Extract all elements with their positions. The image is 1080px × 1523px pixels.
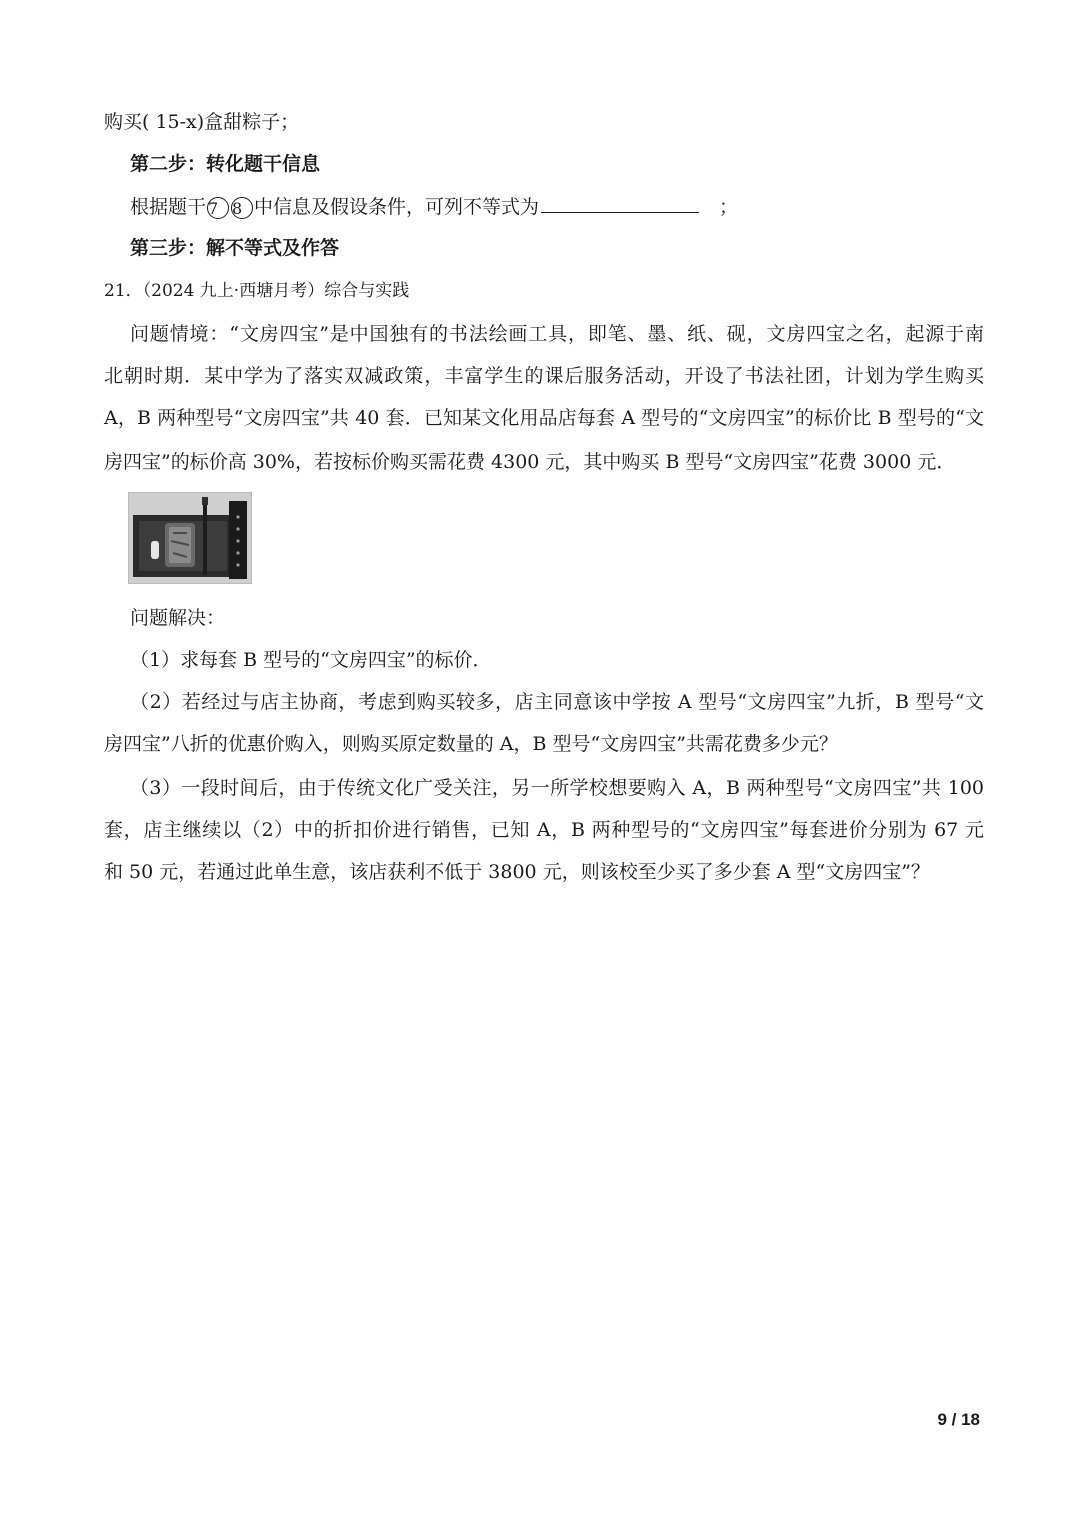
step-two-heading: 第二步：转化题干信息	[130, 153, 321, 175]
circled-number-8: 8	[231, 197, 253, 219]
prompt-end: ；	[719, 196, 739, 218]
paragraph-line: 问题情境：“文房四宝”是中国独有的书法绘画工具，即笔、墨、纸、砚，文房四宝之名，起源于南	[130, 323, 984, 345]
prompt-prefix: 根据题干	[130, 196, 207, 218]
step-three-heading: 第三步：解不等式及作答	[130, 237, 340, 259]
sub-question-1: （1）求每套 B 型号的“文房四宝”的标价．	[130, 649, 492, 671]
answer-blank[interactable]	[541, 192, 699, 213]
sub-question-3-line2: 套，店主继续以（2）中的折扣价进行销售，已知 A，B 两种型号的“文房四宝”每套进价分别为 67 元	[104, 819, 984, 841]
sub-question-3-line3: 和 50 元，若通过此单生意，该店获利不低于 3800 元，则该校至少买了多少套 A 型“文房四宝”？	[104, 861, 930, 883]
sub-question-2-line2: 房四宝”八折的优惠价购入，则购买原定数量的 A，B 型号“文房四宝”共需花费多少元？	[104, 733, 838, 755]
paragraph-line: 房四宝”的标价高 30%，若按标价购买需花费 4300 元，其中购买 B 型号“文房四宝”花费 3000 元．	[104, 451, 956, 473]
four-treasures-illustration	[129, 493, 251, 583]
text-line: 购买( 15-x)盒甜粽子；	[104, 111, 300, 133]
sub-question-2-line1: （2）若经过与店主协商，考虑到购买较多，店主同意该中学按 A 型号“文房四宝”九折，B 型号“文	[130, 691, 984, 713]
paragraph-line: A，B 两种型号“文房四宝”共 40 套．已知某文化用品店每套 A 型号的“文房四宝”的标价比 B 型号的“文	[104, 407, 984, 429]
page-number: 9 / 18	[937, 1410, 980, 1429]
paragraph-line: 北朝时期．某中学为了落实双减政策，丰富学生的课后服务活动，开设了书法社团，计划为学生购买	[104, 365, 984, 387]
four-treasures-photo	[128, 492, 252, 584]
prompt-suffix: 中信息及假设条件，可列不等式为	[254, 196, 540, 218]
inequality-prompt	[130, 192, 984, 221]
sub-question-3-line1: （3）一段时间后，由于传统文化广受关注，另一所学校想要购入 A，B 两种型号“文房四宝”共 100	[130, 777, 984, 799]
circled-number-7: 7	[207, 197, 229, 219]
problem-solving-label: 问题解决：	[130, 607, 226, 629]
question-21-header: 21．（2024 九上·西塘月考）综合与实践	[104, 281, 410, 301]
